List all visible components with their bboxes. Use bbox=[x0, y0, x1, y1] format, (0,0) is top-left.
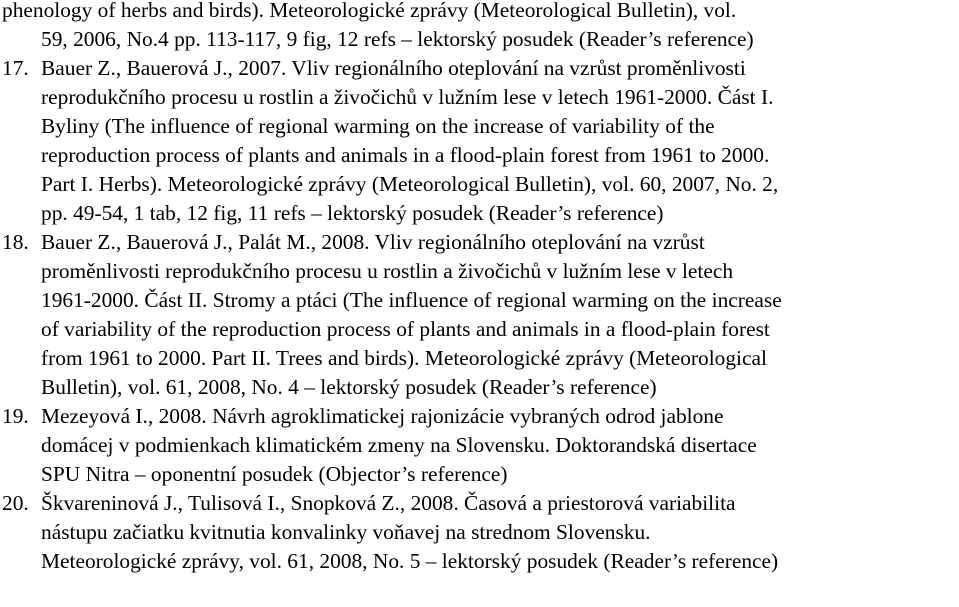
reference-number: 19. bbox=[2, 404, 29, 428]
reference-line: Part I. Herbs). Meteorologické zprávy (Meteorological Bulletin), vol. 60, 2007, No. 2, bbox=[41, 172, 779, 196]
reference-line: domácej v podmienkach klimatickém zmeny na Slovensku. Doktorandská disertace bbox=[41, 433, 757, 457]
reference-entry bbox=[0, 402, 959, 489]
reference-line: Bauer Z., Bauerová J., 2007. Vliv regionálního oteplování na vzrůst proměnlivosti bbox=[41, 56, 746, 80]
reference-line: Bulletin), vol. 61, 2008, No. 4 – lektorský posudek (Reader’s reference) bbox=[41, 375, 657, 399]
reference-line: nástupu začiatku kvitnutia konvalinky voňavej na strednom Slovensku. bbox=[41, 520, 651, 544]
reference-first-line bbox=[0, 54, 959, 83]
reference-line: Byliny (The influence of regional warming on the increase of variability of the bbox=[41, 114, 715, 138]
reference-number: 18. bbox=[2, 230, 29, 254]
reference-line: SPU Nitra – oponentní posudek (Objector’s reference) bbox=[41, 462, 508, 486]
reference-line: reproduction process of plants and animals in a flood-plain forest from 1961 to 2000. bbox=[41, 143, 770, 167]
reference-entry bbox=[0, 54, 959, 228]
reference-line: phenology of herbs and birds). Meteorologické zprávy (Meteorological Bulletin), vol. bbox=[2, 0, 737, 22]
reference-entry bbox=[0, 489, 959, 576]
reference-line: Bauer Z., Bauerová J., Palát M., 2008. Vliv regionálního oteplování na vzrůst bbox=[41, 230, 705, 254]
reference-first-line bbox=[0, 402, 959, 431]
reference-entry bbox=[0, 0, 959, 54]
reference-line: Škvareninová J., Tulisová I., Snopková Z., 2008. Časová a priestorová variabilita bbox=[41, 491, 736, 515]
reference-line: Meteorologické zprávy, vol. 61, 2008, No. 5 – lektorský posudek (Reader’s reference) bbox=[41, 549, 779, 573]
reference-line: pp. 49-54, 1 tab, 12 fig, 11 refs – lektorský posudek (Reader’s reference) bbox=[41, 201, 664, 225]
reference-line: of variability of the reproduction process of plants and animals in a flood-plain forest bbox=[41, 317, 770, 341]
reference-line: from 1961 to 2000. Part II. Trees and birds). Meteorologické zprávy (Meteorological bbox=[41, 346, 767, 370]
reference-number: 20. bbox=[2, 491, 29, 515]
reference-line: 1961-2000. Část II. Stromy a ptáci (The influence of regional warming on the increase bbox=[41, 288, 782, 312]
reference-number: 17. bbox=[2, 56, 29, 80]
reference-line: proměnlivosti reprodukčního procesu u rostlin a živočichů v lužním lese v letech bbox=[41, 259, 734, 283]
reference-line: 59, 2006, No.4 pp. 113-117, 9 fig, 12 refs – lektorský posudek (Reader’s reference) bbox=[41, 27, 754, 51]
reference-line: Mezeyová I., 2008. Návrh agroklimatickej rajonizácie vybraných odrod jablone bbox=[41, 404, 724, 428]
reference-line: reprodukčního procesu u rostlin a živočichů v lužním lese v letech 1961-2000. Část I. bbox=[41, 85, 774, 109]
reference-first-line bbox=[0, 489, 959, 518]
reference-first-line bbox=[0, 228, 959, 257]
reference-entry bbox=[0, 228, 959, 402]
